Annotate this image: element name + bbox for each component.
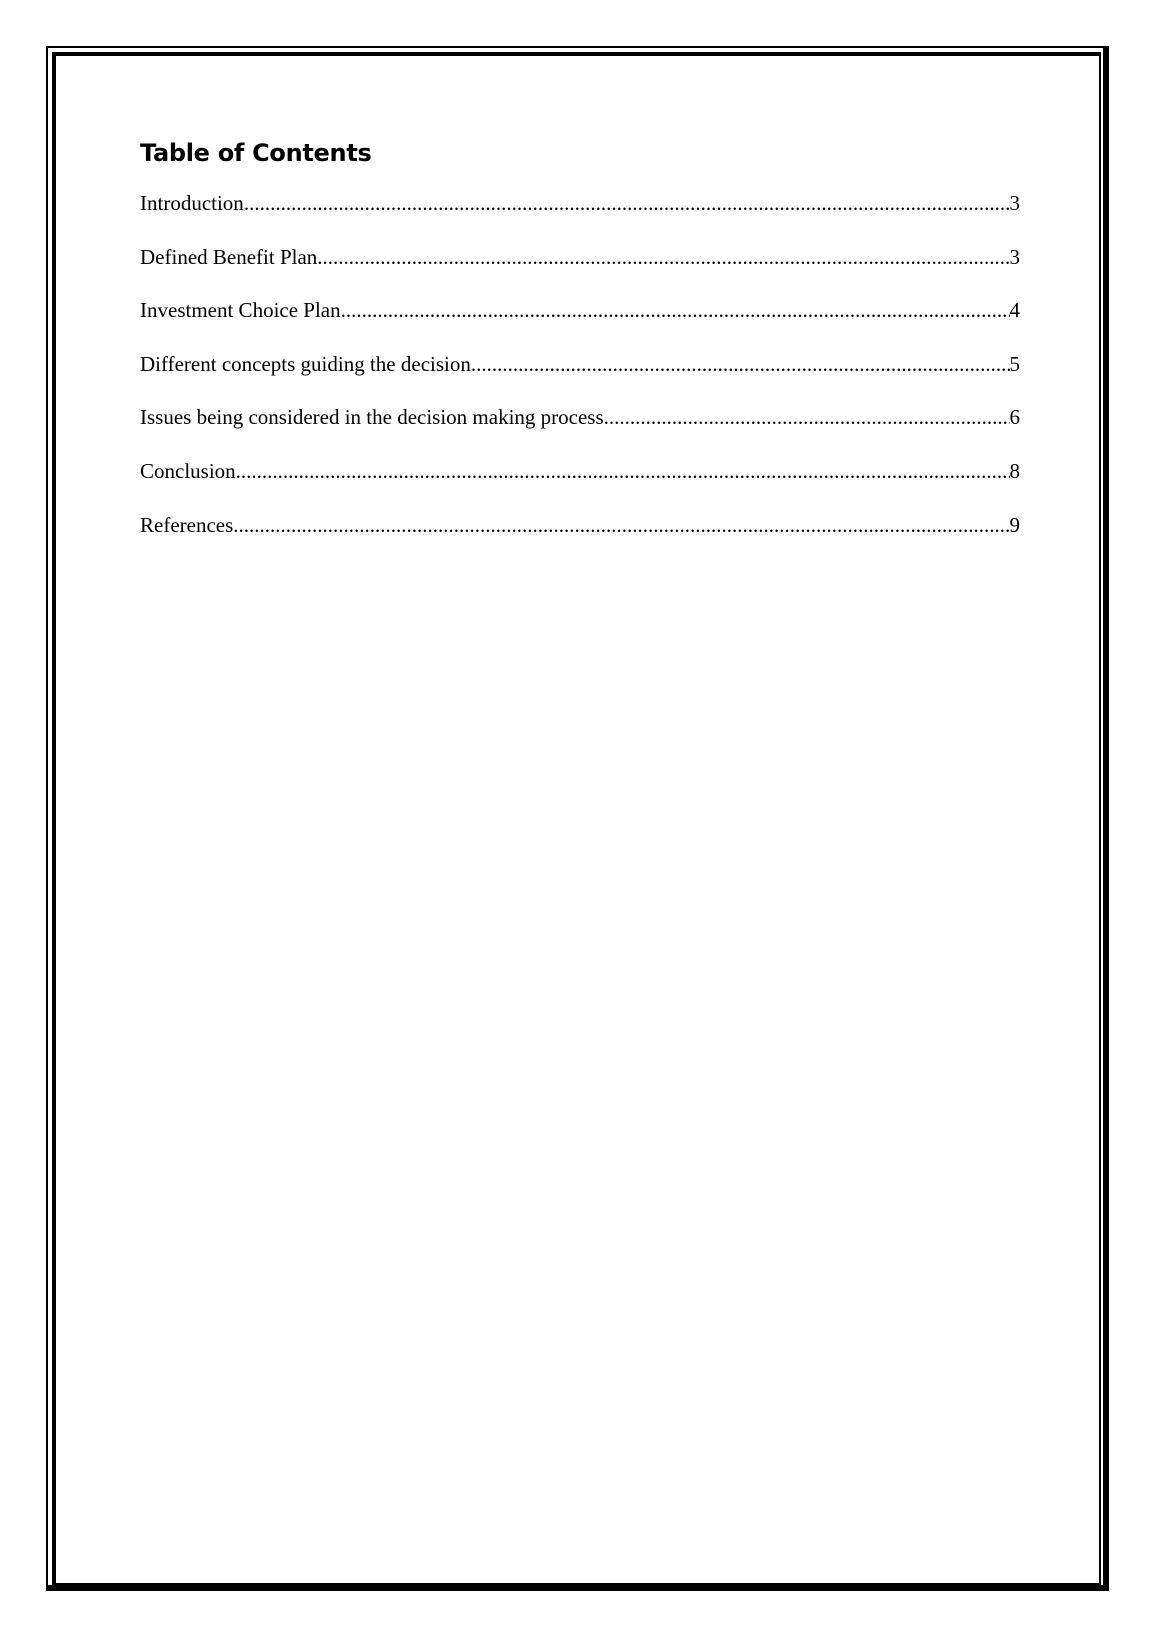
toc-entry-label: Conclusion [140,458,236,483]
toc-page-number: 8 [1009,458,1020,483]
toc-page-number: 4 [1009,298,1020,323]
toc-page-number: 3 [1009,244,1020,269]
toc-entry-label: Different concepts guiding the decision [140,351,471,376]
toc-dot-leader [233,513,1009,537]
toc-entry-references[interactable] [140,513,1020,567]
toc-entry-label: Defined Benefit Plan [140,244,318,269]
toc-page-number: 9 [1009,512,1020,537]
toc-dot-leader [317,245,1009,269]
toc-dot-leader [244,191,1010,215]
toc-entry-label: Investment Choice Plan [140,298,341,323]
toc-entry-different-concepts[interactable] [140,352,1020,406]
toc-dot-leader [236,459,1010,483]
toc-page-number: 5 [1009,351,1020,376]
toc-dot-leader [341,298,1010,322]
toc-entry-issues-considered[interactable] [140,405,1020,459]
toc-dot-leader [471,352,1010,376]
toc-entry-defined-benefit-plan[interactable] [140,245,1020,299]
toc-page-number: 3 [1009,191,1020,215]
toc-dot-leader [604,405,1010,429]
toc-entry-label: Introduction [140,191,244,215]
document-content [140,138,1020,566]
toc-entry-label: References [140,512,234,537]
toc-page-number: 6 [1009,405,1020,430]
toc-title: Table of Contents [140,139,372,167]
toc-entry-introduction[interactable] [140,191,1020,245]
toc-entry-label: Issues being considered in the decision making process [140,405,604,430]
toc-entry-conclusion[interactable] [140,459,1020,513]
toc-list [140,191,1020,566]
toc-entry-investment-choice-plan[interactable] [140,298,1020,352]
